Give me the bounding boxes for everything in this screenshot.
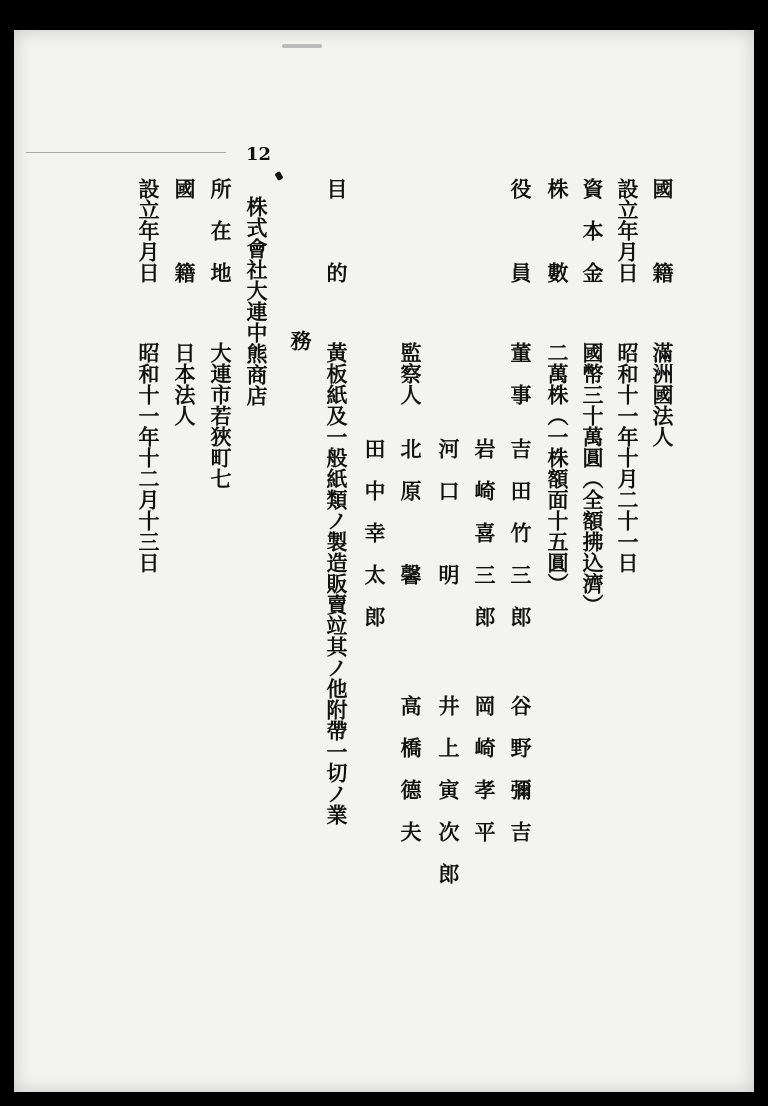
auditors-label: 監察人: [398, 342, 423, 405]
established-label: 設立年月日: [136, 178, 161, 283]
shares-label: 株 數: [545, 178, 570, 283]
director-name: 谷 野 彌 吉: [508, 695, 533, 842]
auditor-name: 北 原 馨: [398, 438, 423, 585]
company-name: 株式會社大連中熊商店: [244, 196, 269, 406]
director-name: 吉 田 竹 三 郎: [508, 438, 533, 627]
purpose-label: 目 的: [324, 178, 349, 283]
established-value: 昭和十一年十二月十三日: [136, 342, 161, 573]
purpose-value: 黃板紙及一般紙類ノ製造販賣竝其ノ他附帶一切ノ業: [324, 342, 349, 825]
section-rule: [26, 152, 226, 153]
director-name: 井 上 寅 次 郎: [436, 695, 461, 884]
established-value: 昭和十一年十月二十一日: [615, 342, 640, 573]
director-name: 岩 崎 喜 三 郎: [472, 438, 497, 627]
page-number: 12: [246, 144, 272, 165]
entry-mark: [274, 171, 283, 181]
auditor-name: 高 橋 德 夫: [398, 695, 423, 842]
capital-value: 國幣三十萬圓（全額拂込濟）: [580, 342, 605, 615]
document-page: [14, 30, 754, 1092]
director-name: 岡 崎 孝 平: [472, 695, 497, 842]
nationality-label: 國 籍: [650, 178, 675, 283]
director-name: 河 口 明: [436, 438, 461, 585]
nationality-label: 國 籍: [172, 178, 197, 283]
directors-label: 董 事: [508, 342, 533, 405]
location-label: 所 在 地: [208, 178, 233, 283]
location-value: 大連市若狹町七: [208, 342, 233, 489]
capital-label: 資 本 金: [580, 178, 605, 283]
auditor-name: 田 中 幸 太 郎: [362, 438, 387, 627]
shares-value: 二萬株（一株額面十五圓）: [545, 342, 570, 594]
purpose-continuation: 務: [288, 330, 313, 351]
established-label: 設立年月日: [615, 178, 640, 283]
nationality-value: 滿洲國法人: [650, 342, 675, 447]
nationality-value: 日本法人: [172, 342, 197, 426]
officers-label: 役 員: [508, 178, 533, 283]
paper-smudge: [282, 44, 322, 48]
